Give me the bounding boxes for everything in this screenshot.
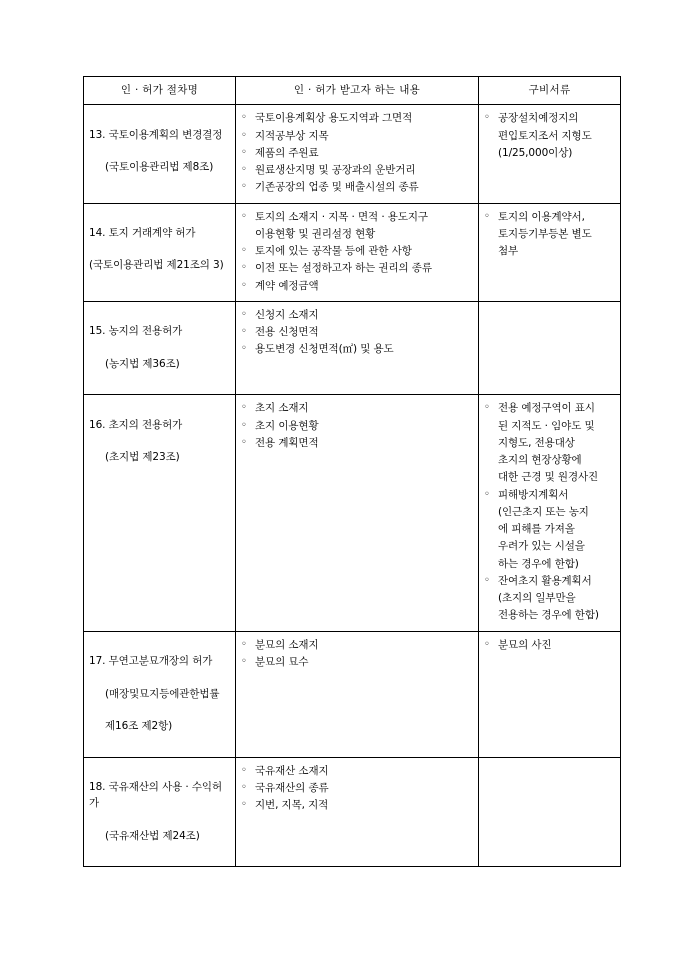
list-item-continuation: 우려가 있는 시설을 [498,540,585,553]
list-item: ◦ 전용 계획면적 [241,435,473,451]
list-item: ◦ 초지 소재지 [241,400,473,416]
list-item: ◦ 분묘의 묘수 [241,654,473,670]
list-item-continuation: 편입토지조서 지형도 [498,129,592,142]
list-item: ◦ 초지 이용현황 [241,418,473,434]
table-row [84,105,621,203]
list-item-continuation: (초지의 일부만을 [498,592,576,605]
contents-list [241,637,473,671]
cell-procedure [84,105,236,203]
procedure-line-2: (농지법 제36조) [105,357,180,370]
cell-contents [236,203,479,301]
cell-contents [236,395,479,631]
contents-list [241,400,473,451]
list-item: ◦ 분묘의 소재지 [241,637,473,653]
cell-procedure [84,301,236,394]
cell-procedure [84,203,236,301]
contents-list [241,763,473,814]
list-item: ◦ 지번, 지목, 지적 [241,797,473,813]
list-item-continuation: 에 피해를 가져올 [498,523,575,536]
table-header [84,77,621,105]
documents-list [484,400,615,623]
list-item-continuation: 지형도, 전용대상 [498,436,575,449]
table-row [84,395,621,631]
list-item: ◦ 토지에 있는 공작물 등에 관한 사항 [241,243,473,259]
procedure-line-1: 15. 농지의 전용허가 [89,325,183,338]
list-item-continuation: (인근초지 또는 농지 [498,505,589,518]
list-item: ◦ 이전 또는 설정하고자 하는 권리의 종류 [241,260,473,276]
column-header-procedure [84,77,236,105]
cell-procedure [84,395,236,631]
cell-contents [236,631,479,757]
cell-procedure [84,631,236,757]
cell-procedure [84,757,236,867]
list-item: ◦ 국유재산 소재지 [241,763,473,779]
procedure-line-2: (국토이용관리법 제21조의 3) [89,259,224,272]
column-header-contents-label: 인 · 허가 받고자 하는 내용 [293,84,421,96]
procedure-line-1: 16. 초지의 전용허가 [89,418,183,431]
list-item: ◦ 국토이용계획상 용도지역과 그면적 [241,110,473,126]
table-row [84,757,621,867]
cell-contents [236,757,479,867]
documents-list [484,637,615,653]
list-item: ◦ 원료생산지명 및 공장과의 운반거리 [241,162,473,178]
list-item-continuation: 토지등기부등본 별도 [498,227,592,240]
table-row [84,203,621,301]
procedure-line-2: (초지법 제23조) [105,451,180,464]
list-item: ◦ 토지의 소재지 · 지목 · 면적 · 용도지구 [241,209,473,225]
procedure-line-1: 14. 토지 거래계약 허가 [89,226,196,239]
list-item-continuation: 대한 근경 및 원경사진 [498,471,599,484]
contents-list [241,209,473,294]
list-item: ◦ 계약 예정금액 [241,278,473,294]
procedure-line-1: 18. 국유재산의 사용 · 수익허가 [89,780,223,810]
procedure-line-3: 제16조 제2항) [105,720,173,733]
documents-list [484,110,615,161]
list-item: ◦ 공장설치예정지의 [484,110,615,126]
list-item: ◦ 기존공장의 업종 및 배출시설의 종류 [241,179,473,195]
cell-documents [479,395,621,631]
list-item: ◦ 지적공부상 지목 [241,128,473,144]
procedure-line-2: (매장및묘지등에관한법률 [105,687,220,700]
list-item-continuation: 초지의 현장상황에 [498,454,582,467]
table-body [84,105,621,867]
table-header-row [84,77,621,105]
list-item: ◦ 전용 예정구역이 표시 [484,400,615,416]
list-item-continuation: 하는 경우에 한합) [498,557,579,570]
list-item-continuation: 전용하는 경우에 한합) [498,609,599,622]
cell-documents [479,203,621,301]
list-item-continuation: 첨부 [498,245,519,258]
cell-documents [479,757,621,867]
list-item: ◦ 신청지 소재지 [241,307,473,323]
permit-procedures-table [83,76,621,867]
table-row [84,301,621,394]
list-item: ◦ 전용 신청면적 [241,324,473,340]
cell-documents [479,301,621,394]
list-item: ◦ 국유재산의 종류 [241,780,473,796]
procedure-line-2: (국유재산법 제24조) [105,829,200,842]
list-item: ◦ 분묘의 사진 [484,637,615,653]
list-item: ◦ 잔여초지 활용계획서 [484,573,615,589]
procedure-line-1: 17. 무연고분묘개장의 허가 [89,654,213,667]
contents-list [241,110,473,195]
column-header-documents-label: 구비서류 [528,84,571,96]
column-header-procedure-label: 인 · 허가 절차명 [120,84,199,96]
cell-documents [479,105,621,203]
list-item: ◦ 제품의 주원료 [241,145,473,161]
cell-contents [236,301,479,394]
list-item: ◦ 피해방지계획서 [484,487,615,503]
cell-contents [236,105,479,203]
procedure-line-2: (국토이용관리법 제8조) [105,161,214,174]
column-header-contents [236,77,479,105]
procedure-line-1: 13. 국토이용계획의 변경결정 [89,128,223,141]
list-item: ◦ 용도변경 신청면적(㎡) 및 용도 [241,341,473,357]
column-header-documents [479,77,621,105]
documents-list [484,209,615,260]
cell-documents [479,631,621,757]
list-item-continuation: 된 지적도 · 임야도 및 [498,419,595,432]
list-item-continuation: 이용현황 및 권리설정 현황 [255,227,376,240]
contents-list [241,307,473,358]
list-item: ◦ 토지의 이용계약서, [484,209,615,225]
list-item-continuation: (1/25,000이상) [498,146,573,159]
table-row [84,631,621,757]
